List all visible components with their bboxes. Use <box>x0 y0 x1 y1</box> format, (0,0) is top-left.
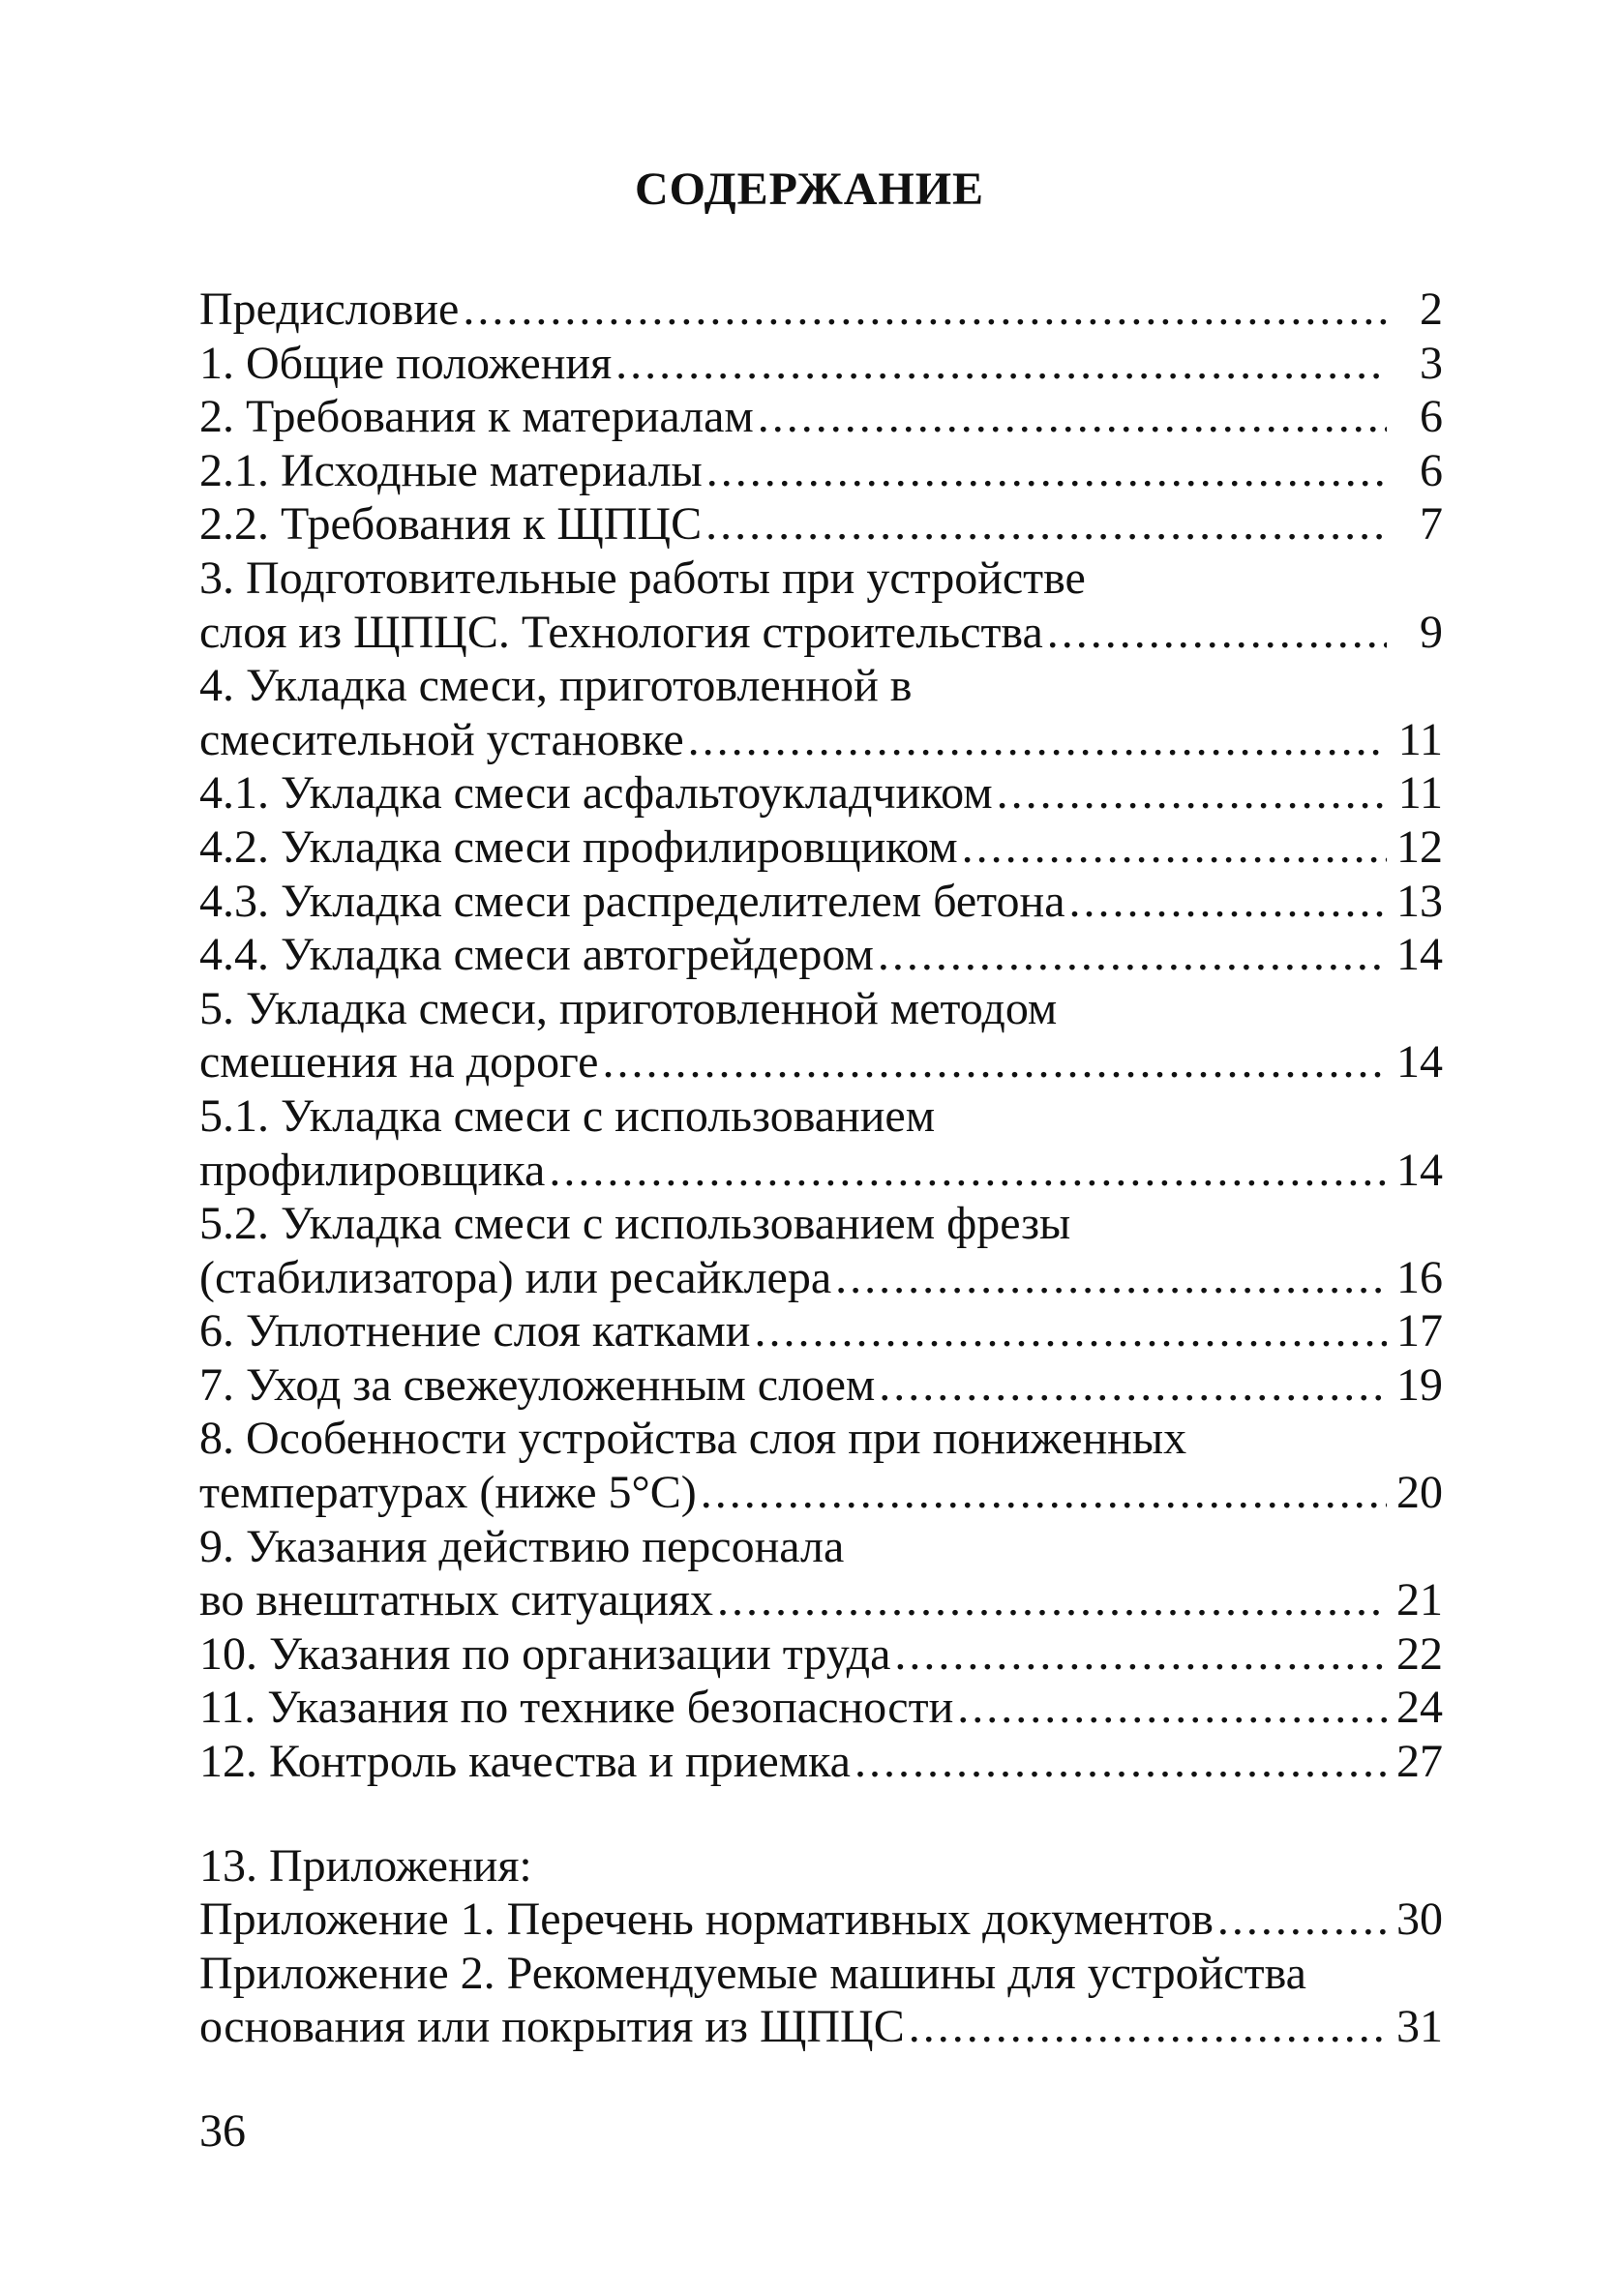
toc-entry <box>199 1412 1443 1466</box>
dot-leader <box>997 766 1387 820</box>
toc-entry <box>199 2000 1443 2054</box>
toc-entry-title: Приложение 1. Перечень нормативных документов <box>199 1893 1214 1946</box>
dot-leader <box>701 1466 1387 1520</box>
toc-entry-page: 13 <box>1396 875 1443 927</box>
toc-entry-title: 3. Подготовительные работы при устройстве <box>199 552 1086 604</box>
toc-entry-title: 6. Уплотнение слоя катками <box>199 1305 751 1357</box>
toc-entry-page: 9 <box>1420 606 1443 658</box>
toc-entry-page: 21 <box>1396 1574 1443 1626</box>
toc-entry-page: 30 <box>1396 1893 1443 1946</box>
dot-leader <box>879 1358 1387 1413</box>
toc-entry-page: 6 <box>1420 444 1443 496</box>
dot-leader <box>909 2000 1387 2054</box>
appendix-heading <box>199 1839 1443 1893</box>
toc-entry-title: основания или покрытия из ЩПЦС <box>199 2001 905 2053</box>
toc-entry-title: 9. Указания действию персонала <box>199 1520 845 1572</box>
dot-leader <box>602 1035 1387 1089</box>
toc-entry <box>199 1627 1443 1682</box>
toc-entry-title: 4.4. Укладка смеси автогрейдером <box>199 929 874 981</box>
toc-entry-page: 19 <box>1396 1358 1443 1411</box>
toc-entry-title: 1. Общие положения <box>199 337 613 389</box>
toc-entry-title: (стабилизатора) или ресайклера <box>199 1251 832 1303</box>
toc-entry-page: 6 <box>1420 391 1443 443</box>
toc-entry <box>199 1251 1443 1305</box>
dot-leader <box>854 1735 1387 1789</box>
toc-entry <box>199 283 1443 337</box>
toc-entry <box>199 1520 1443 1574</box>
toc-entry-page: 22 <box>1396 1627 1443 1680</box>
toc-entry-page: 31 <box>1396 2001 1443 2053</box>
toc-entry-page: 2 <box>1420 283 1443 335</box>
dot-leader <box>835 1251 1387 1305</box>
dot-leader <box>758 390 1387 444</box>
toc-entry-title: 12. Контроль качества и приемка <box>199 1736 851 1788</box>
dot-leader <box>957 1681 1387 1735</box>
dot-leader <box>549 1144 1387 1198</box>
toc-entry <box>199 1681 1443 1735</box>
dot-leader <box>717 1573 1387 1627</box>
toc-entry <box>199 766 1443 820</box>
toc-entry-title: 2.2. Требования к ЩПЦС <box>199 498 703 551</box>
toc-entry-page: 17 <box>1396 1305 1443 1357</box>
toc-entry <box>199 1144 1443 1198</box>
dot-leader <box>878 928 1387 982</box>
toc-entry-title: слоя из ЩПЦС. Технология строительства <box>199 606 1043 658</box>
toc-entry-title: 4. Укладка смеси, приготовленной в <box>199 660 913 712</box>
toc-entry-title: профилировщика <box>199 1144 546 1196</box>
toc-entry <box>199 337 1443 391</box>
toc-entry-page: 27 <box>1396 1736 1443 1788</box>
toc-entry-page: 14 <box>1396 929 1443 981</box>
toc-entry <box>199 497 1443 552</box>
toc-entry <box>199 1893 1443 1947</box>
toc-entry <box>199 1035 1443 1089</box>
toc-entry-title: Приложение 2. Рекомендуемые машины для устройства <box>199 1947 1306 1999</box>
page-title: СОДЕРЖАНИЕ <box>634 164 985 215</box>
dot-leader <box>463 283 1387 337</box>
dot-leader <box>754 1304 1387 1358</box>
toc-entry <box>199 1947 1443 2001</box>
toc-entry-title: 2. Требования к материалам <box>199 391 754 443</box>
table-of-contents <box>199 283 1443 2054</box>
toc-entry <box>199 875 1443 929</box>
toc-entry-page: 14 <box>1396 1036 1443 1088</box>
page-number: 36 <box>199 2105 246 2157</box>
dot-leader <box>1047 606 1387 660</box>
toc-entry-title: 5.1. Укладка смеси с использованием <box>199 1089 936 1142</box>
toc-entry-title: 5. Укладка смеси, приготовленной методом <box>199 982 1058 1034</box>
toc-entry <box>199 1304 1443 1358</box>
toc-entry-title: температурах (ниже 5°С) <box>199 1467 697 1519</box>
dot-leader <box>894 1627 1387 1682</box>
appendix-heading-text: 13. Приложения: <box>199 1839 532 1892</box>
toc-entry <box>199 659 1443 713</box>
toc-entry <box>199 1466 1443 1520</box>
toc-entry-title: 7. Уход за свежеуложенным слоем <box>199 1358 876 1411</box>
toc-entry-title: 4.1. Укладка смеси асфальтоукладчиком <box>199 767 993 820</box>
toc-entry <box>199 713 1443 767</box>
toc-entry-title: 5.2. Укладка смеси с использованием фрезы <box>199 1198 1071 1250</box>
dot-leader <box>1217 1893 1387 1947</box>
dot-leader <box>688 713 1387 767</box>
toc-entry-title: смесительной установке <box>199 713 684 765</box>
toc-main-list <box>199 283 1443 1789</box>
toc-entry-title: 11. Указания по технике безопасности <box>199 1682 954 1734</box>
toc-entry <box>199 606 1443 660</box>
toc-entry-page: 20 <box>1396 1467 1443 1519</box>
toc-entry-title: 4.3. Укладка смеси распределителем бетона <box>199 875 1065 927</box>
toc-spacer <box>199 1789 1443 1839</box>
toc-entry-page: 14 <box>1396 1144 1443 1196</box>
toc-entry-page: 11 <box>1397 713 1443 765</box>
toc-entry <box>199 1197 1443 1251</box>
toc-entry-title: 4.2. Укладка смеси профилировщиком <box>199 820 958 873</box>
toc-entry <box>199 444 1443 498</box>
dot-leader <box>1069 875 1387 929</box>
dot-leader <box>962 820 1387 875</box>
toc-entry-title: 2.1. Исходные материалы <box>199 444 703 496</box>
toc-entry-title: 8. Особенности устройства слоя при пониженных <box>199 1413 1187 1465</box>
toc-entry-title: 10. Указания по организации труда <box>199 1627 891 1680</box>
toc-entry-page: 3 <box>1420 337 1443 389</box>
toc-appendix-list <box>199 1893 1443 2054</box>
toc-entry <box>199 928 1443 982</box>
toc-entry <box>199 1089 1443 1144</box>
toc-entry-page: 12 <box>1396 820 1443 873</box>
toc-entry-page: 24 <box>1396 1682 1443 1734</box>
toc-entry <box>199 1573 1443 1627</box>
toc-entry <box>199 1358 1443 1413</box>
toc-entry <box>199 390 1443 444</box>
toc-entry <box>199 982 1443 1036</box>
dot-leader <box>706 444 1387 498</box>
toc-entry-title: смешения на дороге <box>199 1036 599 1088</box>
toc-entry <box>199 1735 1443 1789</box>
toc-entry <box>199 552 1443 606</box>
dot-leader <box>615 337 1387 391</box>
toc-entry-page: 7 <box>1420 498 1443 551</box>
dot-leader <box>705 497 1387 552</box>
toc-entry <box>199 820 1443 875</box>
toc-entry-page: 16 <box>1396 1251 1443 1303</box>
toc-entry-page: 11 <box>1397 767 1443 820</box>
toc-entry-title: Предисловие <box>199 283 460 335</box>
toc-entry-title: во внештатных ситуациях <box>199 1574 713 1626</box>
